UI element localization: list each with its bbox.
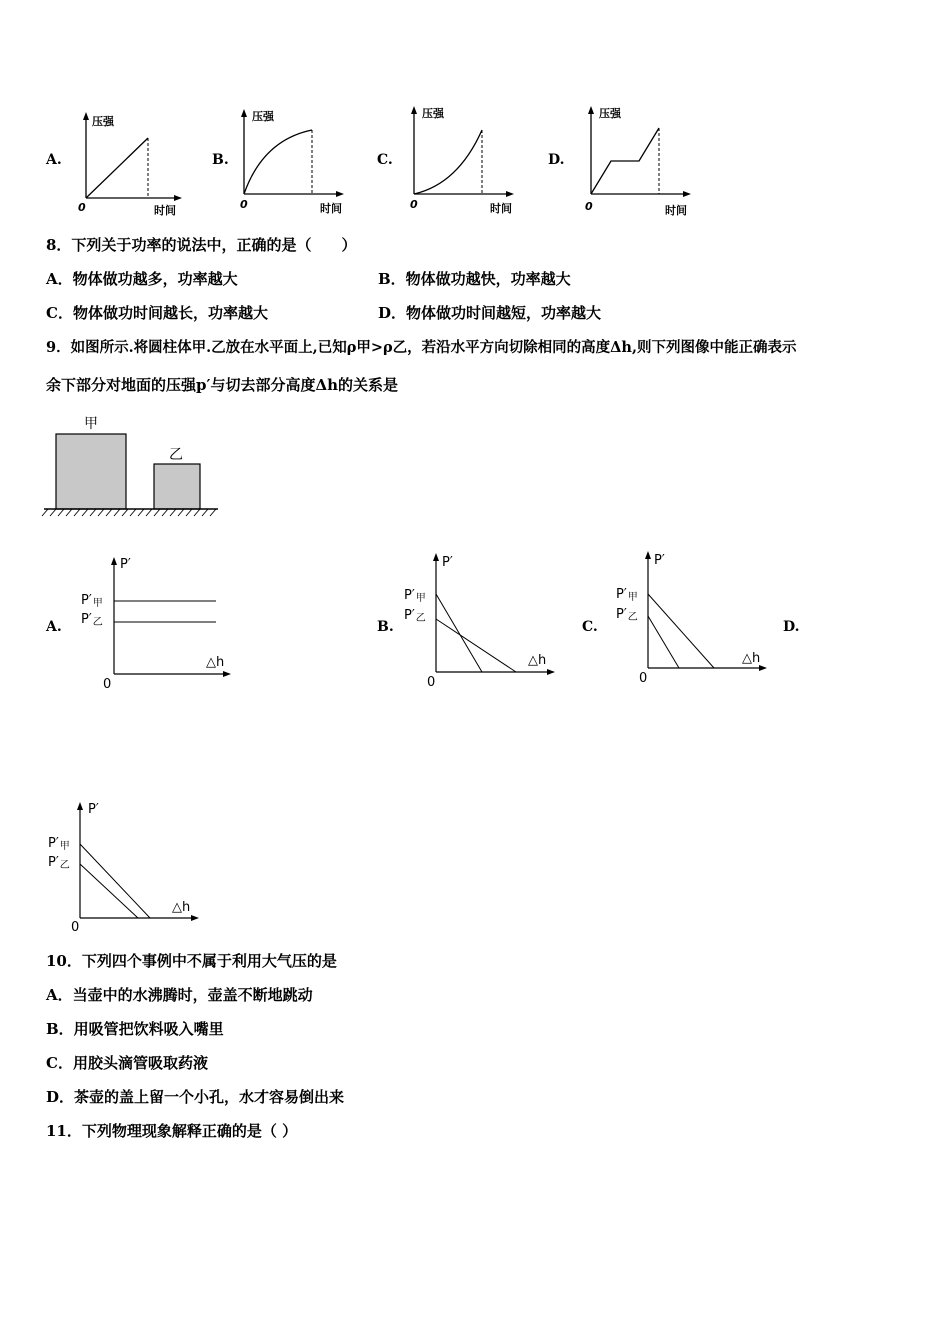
q9d-p-yi: P′乙 [48,855,70,871]
q7-graph-d [575,104,700,218]
q9-graph-c [612,544,777,684]
q9-graph-b [400,548,565,688]
q9-option-b-letter: B. [377,619,394,635]
cylinder-yi [154,464,200,509]
q9a-p-yi: P′乙 [81,612,103,628]
q9d-p-axis: P′ [88,802,99,817]
q7-option-a-letter: A. [46,152,62,168]
q10-option-c: C．用胶头滴管吸取药液 [46,1054,208,1072]
q10-option-d: D．茶壶的盖上留一个小孔，水才容易倒出来 [46,1088,345,1106]
q9b-p-jia: P′甲 [404,588,426,604]
q8-option-d: D．物体做功时间越短，功率越大 [378,304,602,322]
q9a-p-jia: P′甲 [81,593,103,609]
q9b-h-axis: △h [528,653,547,668]
q9d-h-axis: △h [172,900,191,915]
q9-stem-line1: 9．如图所示.将圆柱体甲.乙放在水平面上,已知ρ甲>ρ乙，若沿水平方向切除相同的高度Δh,则下列图像中能正确表示 [46,339,797,356]
q7-graph-c [398,104,523,218]
q7c-x-label: 时间 [490,202,512,215]
q7d-x-label: 时间 [665,204,687,217]
q9-option-a-letter: A. [46,619,62,635]
q9c-p-yi: P′乙 [616,607,638,623]
q11-stem: 11．下列物理现象解释正确的是（ ） [46,1122,298,1140]
q9-cylinders-figure [44,412,224,522]
q9b-origin: 0 [427,675,436,690]
q9c-h-axis: △h [742,651,761,666]
q7-option-d-letter: D. [548,152,565,168]
q9c-p-axis: P′ [654,553,665,568]
q9a-origin: 0 [103,677,112,692]
q8-stem: 8．下列关于功率的说法中，正确的是（ ） [46,236,357,254]
label-jia: 甲 [84,416,98,432]
q7b-x-label: 时间 [320,202,342,215]
q7a-origin: 0 [78,201,86,214]
q10-stem: 10．下列四个事例中不属于利用大气压的是 [46,952,337,970]
label-yi: 乙 [169,447,183,463]
q8-option-b: B．物体做功越快，功率越大 [378,270,571,288]
q7b-y-label: 压强 [252,110,274,123]
q7-option-b-letter: B. [212,152,229,168]
q9a-p-axis: P′ [120,557,131,572]
q9c-origin: 0 [639,671,648,686]
q7c-y-label: 压强 [422,107,444,120]
q8-option-c: C．物体做功时间越长，功率越大 [46,304,268,322]
q9c-p-jia: P′甲 [616,587,638,603]
ground-hatching [42,509,216,516]
q9b-p-axis: P′ [442,555,453,570]
q7b-origin: 0 [240,198,248,211]
q8-option-a: A．物体做功越多，功率越大 [46,270,238,288]
q9b-p-yi: P′乙 [404,608,426,624]
q9-graph-a [76,552,236,692]
q7a-y-label: 压强 [92,115,114,128]
q9-option-d-letter: D. [783,619,800,635]
q9-option-c-letter: C. [582,619,598,635]
q7c-origin: 0 [410,198,418,211]
q9d-p-jia: P′甲 [48,836,70,852]
q7-option-c-letter: C. [377,152,393,168]
q7d-origin: 0 [585,200,593,213]
q7-graph-a [70,108,190,220]
q10-option-b: B．用吸管把饮料吸入嘴里 [46,1020,224,1038]
q7d-y-label: 压强 [599,107,621,120]
q9a-h-axis: △h [206,655,225,670]
q9-stem-line2: 余下部分对地面的压强p′与切去部分高度Δh的关系是 [46,376,398,394]
q9-graph-d [44,796,214,936]
q7a-x-label: 时间 [154,204,176,217]
q10-option-a: A．当壶中的水沸腾时，壶盖不断地跳动 [46,986,313,1004]
q9d-origin: 0 [71,920,80,935]
cylinder-jia [56,434,126,509]
q7-graph-b [228,104,353,218]
